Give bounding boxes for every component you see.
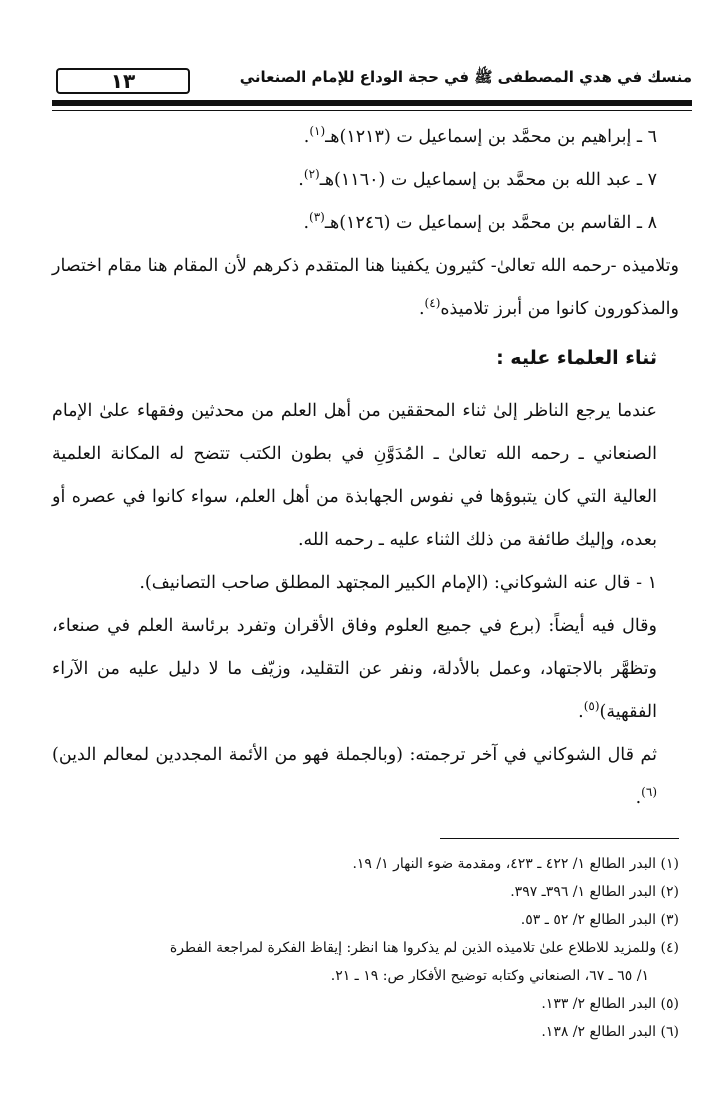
footnote-1: (١) البدر الطالع ١/ ٤٢٢ ـ ٤٢٣، ومقدمة ضوء النهار ١/ ١٩. [352, 856, 679, 872]
running-title: منسك في هدي المصطفى ﷺ في حجة الوداع للإمام الصنعاني [239, 68, 692, 86]
page-number-box [56, 68, 190, 94]
header-rule-thick [52, 100, 692, 106]
student-line-8: ٨ ـ القاسم بن محمَّد بن إسماعيل ت (١٢٤٦)هـ$^{(٣)}$. [303, 210, 657, 233]
footnote-5: (٥) البدر الطالع ٢/ ١٣٣. [541, 996, 679, 1012]
quote-2: وقال فيه أيضاً: (برع في جميع العلوم وفاق الأقران وتفرد برئاسة العلم في صنعاء، وتظهَّر بالاجتهاد، وعمل بالأدلة، ونفر عن التقليد، وزيّف ما لا دليل عليه من الآراء الفقهية)$^{(٥)}$. [52, 616, 657, 722]
main-text [52, 116, 679, 820]
footnote-2: (٢) البدر الطالع ١/ ٣٩٦ـ ٣٩٧. [510, 884, 679, 900]
footnote-3: (٣) البدر الطالع ٢/ ٥٢ ـ ٥٣. [520, 912, 679, 928]
footnote-ref-6[interactable]: (٦) [641, 785, 657, 800]
page-number: ١٣ [110, 69, 136, 93]
students-paragraph: وتلاميذه -رحمه الله تعالىٰ- كثيرون يكفينا هنا المتقدم ذكرهم لأن المقام هنا مقام اختصار والمذكورون كانوا من أبرز تلاميذه$^{(٤)}$. [52, 256, 679, 319]
section-heading: ثناء العلماء عليه : [496, 347, 657, 369]
footnote-ref-2[interactable]: (٢) [303, 167, 320, 182]
header-rule-thin [52, 110, 692, 111]
student-line-7: ٧ ـ عبد الله بن محمَّد بن إسماعيل ت (١١٦٠)هـ$^{(٢)}$. [298, 167, 657, 190]
student-line-6: ٦ ـ إبراهيم بن محمَّد بن إسماعيل ت (١٢١٣)هـ$^{(١)}$. [303, 124, 657, 147]
footnotes [52, 850, 679, 1046]
footnote-ref-1[interactable]: (١) [309, 124, 326, 139]
footnote-4: (٤) وللمزيد للاطلاع علىٰ تلاميذه الذين لم يذكروا هنا انظر: إيقاظ الفكرة لمراجعة الفطرة [169, 940, 679, 956]
praise-paragraph: عندما يرجع الناظر إلىٰ ثناء المحققين من أهل العلم من محدثين وفقهاء علىٰ الإمام الصنعاني ـ رحمه الله تعالىٰ ـ المُدَوَّنِ في بطون الكتب تتضح له المكانة العلمية العالية التي كان يتبوؤها في نفوس الجهابذة من أهل العلم، سواء كانوا في عصره أو بعده، وإليك طائفة من ذلك الثناء عليه ـ رحمه الله. [52, 401, 657, 550]
footnote-ref-4[interactable]: (٤) [424, 296, 441, 311]
footnote-4-continued: ١/ ٦٥ ـ ٦٧، الصنعاني وكتابه توضيح الأفكار ص: ١٩ ـ ٢١. [330, 968, 649, 984]
footnote-ref-5[interactable]: (٥) [583, 699, 600, 714]
footnote-separator [440, 838, 679, 839]
page-header [52, 60, 692, 104]
footnote-ref-3[interactable]: (٣) [309, 210, 325, 225]
quote-3: ثم قال الشوكاني في آخر ترجمته: (وبالجملة فهو من الأئمة المجددين لمعالم الدين)$^{(٦)}$. [52, 745, 657, 808]
footnote-6: (٦) البدر الطالع ٢/ ١٣٨. [541, 1024, 679, 1040]
quote-1: ١ - قال عنه الشوكاني: (الإمام الكبير المجتهد المطلق صاحب التصانيف). [139, 573, 657, 593]
